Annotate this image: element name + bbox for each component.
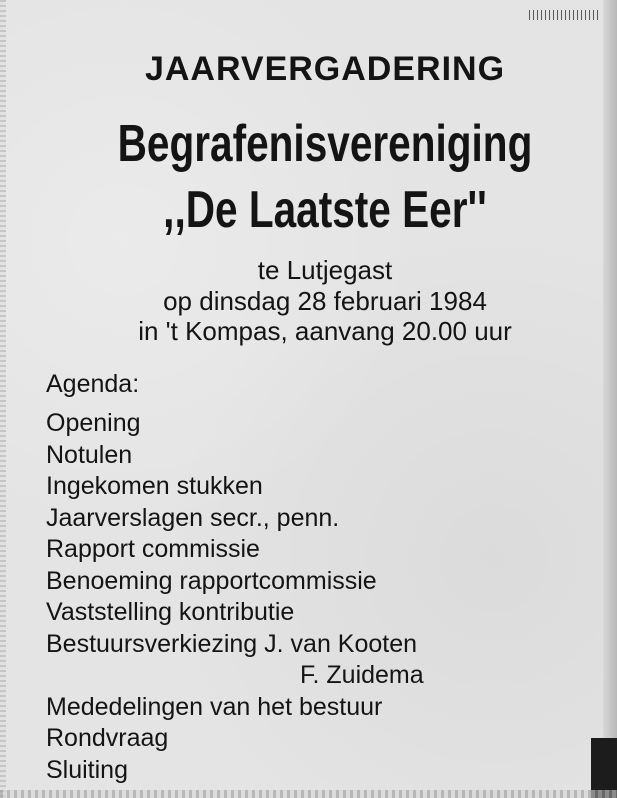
agenda-item: Rondvraag <box>46 724 169 752</box>
meeting-venue: in 't Kompas, aanvang 20.00 uur <box>138 316 512 346</box>
bottom-torn-edge <box>0 790 617 798</box>
meeting-date: op dinsdag 28 februari 1984 <box>163 286 487 316</box>
agenda-item: Ingekomen stukken <box>46 472 263 500</box>
agenda-item: Benoeming rapportcommissie <box>46 566 377 595</box>
meeting-location: te Lutjegast <box>257 255 393 285</box>
agenda-item: Opening <box>46 409 141 437</box>
meeting-title: JAARVERGADERING <box>144 50 506 88</box>
agenda-item: Rapport commissie <box>46 535 260 563</box>
agenda-label: Agenda: <box>46 370 140 398</box>
agenda-item: Jaarverslagen secr., penn. <box>46 503 340 532</box>
society-name: ,,De Laatste Eer'' <box>163 181 487 239</box>
agenda-item: Sluiting <box>46 755 128 784</box>
agenda-item: Vaststelling kontributie <box>46 598 295 626</box>
right-bottom-dark-corner <box>591 738 617 798</box>
left-torn-edge <box>0 0 6 798</box>
right-edge-shadow <box>603 0 617 798</box>
perforation-marks <box>529 10 599 20</box>
agenda-item: Bestuursverkiezing J. van Kooten <box>46 629 418 658</box>
agenda-item: Notulen <box>46 440 133 469</box>
agenda-item: Mededelingen van het bestuur <box>46 692 383 721</box>
agenda-item-continuation: F. Zuidema <box>300 661 424 689</box>
agenda-list <box>46 408 424 786</box>
organization-name: Begrafenisvereniging <box>117 115 533 173</box>
